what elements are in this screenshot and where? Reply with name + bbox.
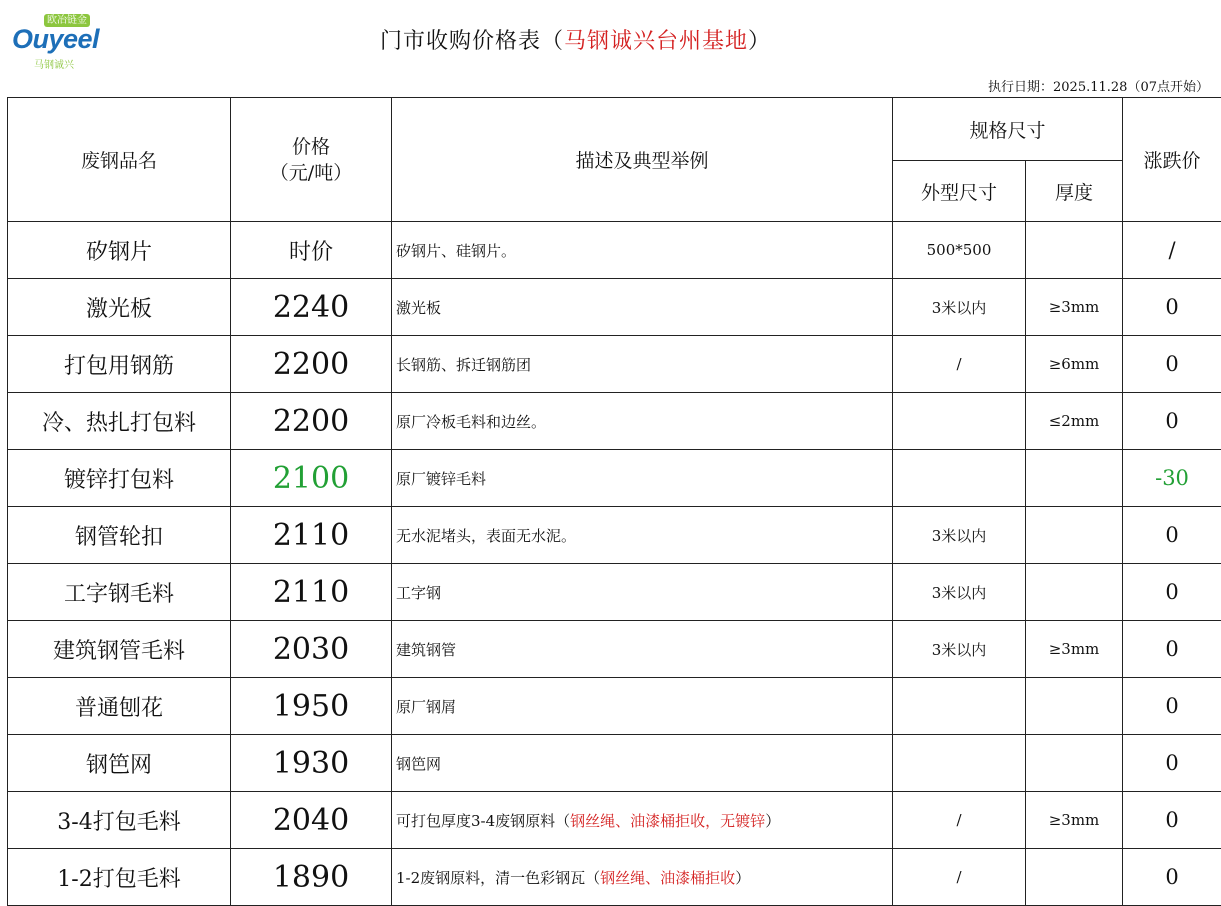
item-price: 2110 [231, 564, 392, 621]
item-name: 镀锌打包料 [8, 450, 231, 507]
table-row [8, 849, 1221, 906]
item-change: 0 [1123, 336, 1221, 393]
item-name: 3-4打包毛料 [8, 792, 231, 849]
item-change: -30 [1123, 450, 1221, 507]
logo-subtitle: 马钢诚兴 [34, 56, 74, 71]
item-name: 1-2打包毛料 [8, 849, 231, 906]
description-warning: 钢丝绳、油漆桶拒收，无镀锌 [570, 812, 765, 830]
item-thickness: ≥6mm [1026, 336, 1123, 393]
item-size [893, 735, 1026, 792]
item-change: 0 [1123, 678, 1221, 735]
description-text: 1-2废钢原料，清一色彩钢瓦（ [396, 869, 600, 887]
item-description [392, 336, 893, 393]
header-spec-thickness: 厚度 [1026, 161, 1123, 222]
item-description [392, 393, 893, 450]
header-price-unit: （元/吨） [231, 160, 391, 186]
item-price: 时价 [231, 222, 392, 279]
item-size: 3米以内 [893, 621, 1026, 678]
table-body [8, 222, 1221, 906]
item-thickness: ≤2mm [1026, 393, 1123, 450]
item-name: 普通刨花 [8, 678, 231, 735]
item-name: 建筑钢管毛料 [8, 621, 231, 678]
header-spec-size: 外型尺寸 [893, 161, 1026, 222]
description-text: 建筑钢管 [396, 641, 456, 659]
description-text: 激光板 [396, 299, 441, 317]
item-change: 0 [1123, 849, 1221, 906]
header-change: 涨跌价 [1123, 98, 1221, 222]
header-spec: 规格尺寸 [893, 98, 1123, 161]
price-table [7, 97, 1221, 906]
description-text: 原厂钢屑 [396, 698, 456, 716]
item-description [392, 849, 893, 906]
table-row [8, 279, 1221, 336]
item-size [893, 450, 1026, 507]
item-price: 2240 [231, 279, 392, 336]
ouyeel-logo [8, 14, 98, 72]
item-thickness [1026, 222, 1123, 279]
item-change: 0 [1123, 735, 1221, 792]
table-row [8, 792, 1221, 849]
item-change: 0 [1123, 393, 1221, 450]
description-text: 无水泥堵头，表面无水泥。 [396, 527, 576, 545]
description-text: 工字钢 [396, 584, 441, 602]
item-size: 500*500 [893, 222, 1026, 279]
description-tail: ） [735, 869, 750, 887]
item-change: / [1123, 222, 1221, 279]
item-size [893, 393, 1026, 450]
item-description [392, 279, 893, 336]
item-size: 3米以内 [893, 279, 1026, 336]
item-name: 激光板 [8, 279, 231, 336]
description-warning: 钢丝绳、油漆桶拒收 [600, 869, 735, 887]
description-text: 钢笆网 [396, 755, 441, 773]
header-description: 描述及典型举例 [392, 98, 893, 222]
page-title [380, 24, 771, 55]
table-row [8, 621, 1221, 678]
item-description [392, 222, 893, 279]
item-thickness [1026, 849, 1123, 906]
item-name: 矽钢片 [8, 222, 231, 279]
item-description [392, 450, 893, 507]
item-thickness [1026, 450, 1123, 507]
header-name: 废钢品名 [8, 98, 231, 222]
item-price: 2100 [231, 450, 392, 507]
item-name: 钢笆网 [8, 735, 231, 792]
item-name: 打包用钢筋 [8, 336, 231, 393]
logo-wordmark: Ouyeel [12, 24, 99, 55]
item-price: 1890 [231, 849, 392, 906]
item-name: 工字钢毛料 [8, 564, 231, 621]
item-description [392, 564, 893, 621]
description-text: 长钢筋、拆迁钢筋团 [396, 356, 531, 374]
item-thickness [1026, 564, 1123, 621]
item-change: 0 [1123, 279, 1221, 336]
header-price [231, 98, 392, 222]
item-thickness [1026, 507, 1123, 564]
item-size: / [893, 849, 1026, 906]
item-change: 0 [1123, 507, 1221, 564]
description-text: 矽钢片、硅钢片。 [396, 242, 516, 260]
item-thickness: ≥3mm [1026, 792, 1123, 849]
description-tail: ） [765, 812, 780, 830]
item-description [392, 507, 893, 564]
item-price: 2040 [231, 792, 392, 849]
title-highlight: 马钢诚兴台州基地 [564, 29, 748, 54]
table-row [8, 450, 1221, 507]
table-row [8, 735, 1221, 792]
title-close: ） [748, 29, 771, 54]
item-price: 2200 [231, 336, 392, 393]
item-price: 1930 [231, 735, 392, 792]
logo-badge: 欧冶链金 [44, 14, 90, 27]
item-thickness: ≥3mm [1026, 621, 1123, 678]
item-thickness: ≥3mm [1026, 279, 1123, 336]
item-size: 3米以内 [893, 564, 1026, 621]
table-row [8, 393, 1221, 450]
description-text: 原厂镀锌毛料 [396, 470, 486, 488]
table-row [8, 336, 1221, 393]
item-price: 2200 [231, 393, 392, 450]
item-size: / [893, 792, 1026, 849]
item-change: 0 [1123, 564, 1221, 621]
execution-date: 执行日期：2025.11.28（07点开始） [988, 76, 1209, 95]
table-row [8, 564, 1221, 621]
item-size: 3米以内 [893, 507, 1026, 564]
item-price: 2110 [231, 507, 392, 564]
item-description [392, 735, 893, 792]
item-size [893, 678, 1026, 735]
table-row [8, 678, 1221, 735]
item-size: / [893, 336, 1026, 393]
item-description [392, 792, 893, 849]
description-text: 原厂冷板毛料和边丝。 [396, 413, 546, 431]
item-description [392, 678, 893, 735]
item-price: 1950 [231, 678, 392, 735]
item-change: 0 [1123, 792, 1221, 849]
header-price-label: 价格 [231, 134, 391, 160]
item-name: 钢管轮扣 [8, 507, 231, 564]
item-thickness [1026, 735, 1123, 792]
item-thickness [1026, 678, 1123, 735]
description-text: 可打包厚度3-4废钢原料（ [396, 812, 570, 830]
item-price: 2030 [231, 621, 392, 678]
item-description [392, 621, 893, 678]
table-row [8, 222, 1221, 279]
title-main: 门市收购价格表（ [380, 29, 564, 54]
item-name: 冷、热扎打包料 [8, 393, 231, 450]
item-change: 0 [1123, 621, 1221, 678]
table-row [8, 507, 1221, 564]
